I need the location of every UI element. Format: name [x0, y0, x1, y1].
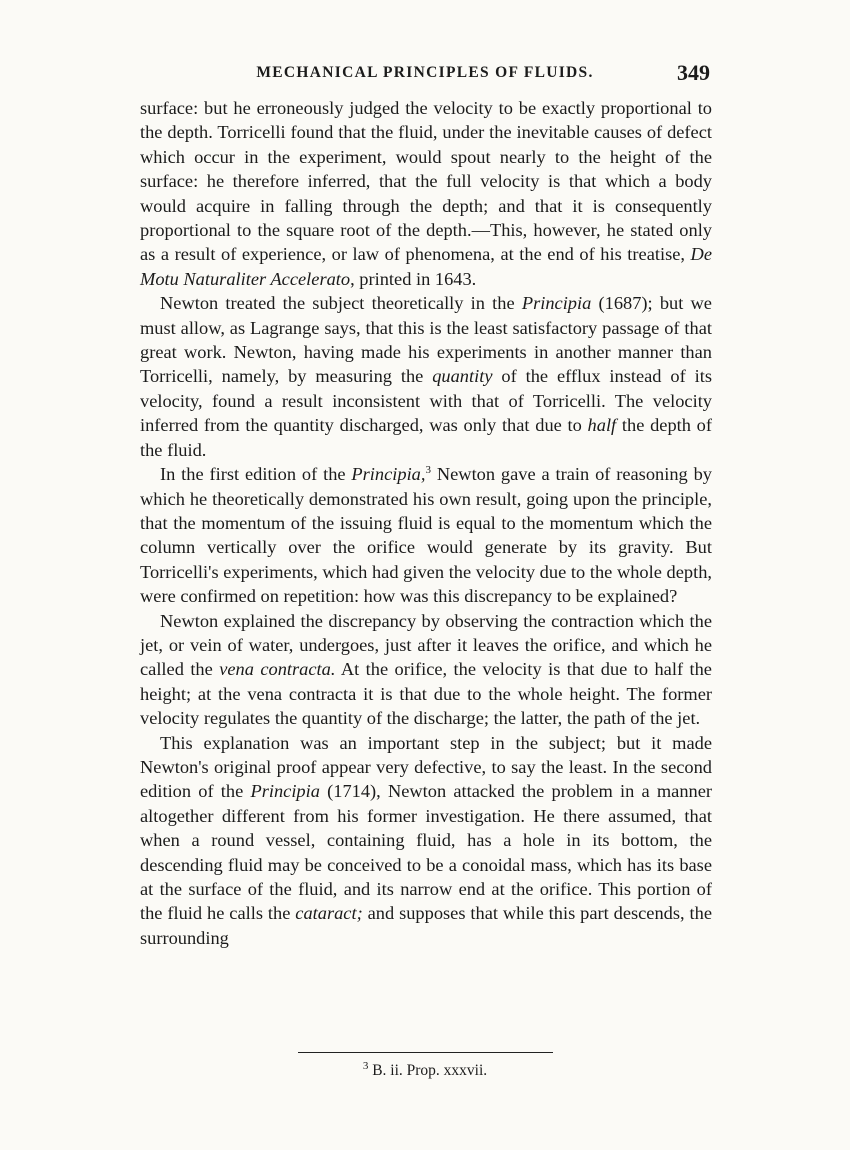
- text-run: Newton treated the subject theoretically in the: [160, 293, 522, 314]
- italic-text: Principia: [250, 781, 320, 802]
- paragraph: [140, 462, 712, 608]
- footnote-reference: 3: [425, 463, 431, 476]
- text-run: At the orifice, the velocity is that due to half the height; at the vena contracta it is that due to the whole height. The former velocity regulates the quantity of the discharge; the latter, the path of the jet.: [140, 659, 712, 729]
- italic-text: cataract;: [295, 903, 363, 924]
- text-run: This explanation was an important step in the subject; but it made Newton's original proof appear very defective, to say the least. In the second edition of the: [140, 732, 712, 802]
- italic-text: Principia,: [351, 464, 426, 485]
- paragraph: [140, 291, 712, 462]
- italic-text: Principia: [521, 293, 592, 314]
- text-run: of the efflux instead of its velocity, found a result inconsistent with that of Torricelli. The velocity inferred from the quantity discharged, was only that due to: [140, 366, 712, 436]
- italic-text: quantity: [432, 366, 493, 387]
- paragraph: [140, 96, 712, 291]
- footnote-text: B. ii. Prop. xxxvii.: [372, 1062, 488, 1079]
- text-run: Newton gave a train of reasoning by which he theoretically demonstrated his own result, going upon the principle, that the momentum of the issuing fluid is equal to the momentum which the column vertically over the orifice would generate by its gravity. But Torricelli's experiments, which had given the velocity due to the whole depth, were confirmed on repetition: how was this discrepancy to be explained?: [140, 464, 712, 607]
- body-text: [140, 96, 712, 950]
- footnote: [0, 1059, 850, 1080]
- text-run: the depth of the fluid.: [140, 415, 712, 460]
- footnote-mark: 3: [362, 1059, 369, 1072]
- text-run: (1687); but we must allow, as Lagrange says, that this is the least satisfactory passage of that great work. Newton, having made his experiments in another manner than Torricelli, namely, by measuring the: [140, 293, 712, 387]
- text-run: Newton explained the discrepancy by observing the contraction which the jet, or vein of water, undergoes, just after it leaves the orifice, and which he called the: [140, 610, 712, 680]
- paragraph: [140, 609, 712, 731]
- text-run: surface: but he erroneously judged the velocity to be exactly proportional to the depth. Torricelli found that the fluid, under the inevitable causes of defect which occur in the experiment, would spout nearly to the height of the surface: he therefore inferred, that the full velocity is that which a body would acquire in falling through the depth; and that it is consequently proportional to the square root of the depth.—This, however, he stated only as a result of experience, or law of phenomena, at the end of his treatise,: [140, 98, 712, 265]
- running-head: MECHANICAL PRINCIPLES OF FLUIDS.: [256, 64, 594, 81]
- footnote-divider: [298, 1052, 553, 1053]
- text-run: and supposes that while this part descends, the surrounding: [140, 903, 712, 948]
- italic-text: half: [587, 415, 617, 436]
- text-run: , printed in 1643.: [350, 268, 477, 289]
- page-header: [140, 60, 710, 88]
- italic-text: vena contracta.: [219, 659, 336, 680]
- paragraph: [140, 731, 712, 951]
- page-number: 349: [677, 60, 710, 85]
- text-run: In the first edition of the: [160, 464, 352, 485]
- italic-text: De Motu Naturaliter Accelerato: [140, 244, 712, 289]
- text-run: (1714), Newton attacked the problem in a manner altogether different from his former investigation. He there assumed, that when a round vessel, containing fluid, has a hole in its bottom, the descending fluid may be conceived to be a conoidal mass, which has its base at the surface of the fluid, and its narrow end at the orifice. This portion of the fluid he calls the: [140, 781, 712, 924]
